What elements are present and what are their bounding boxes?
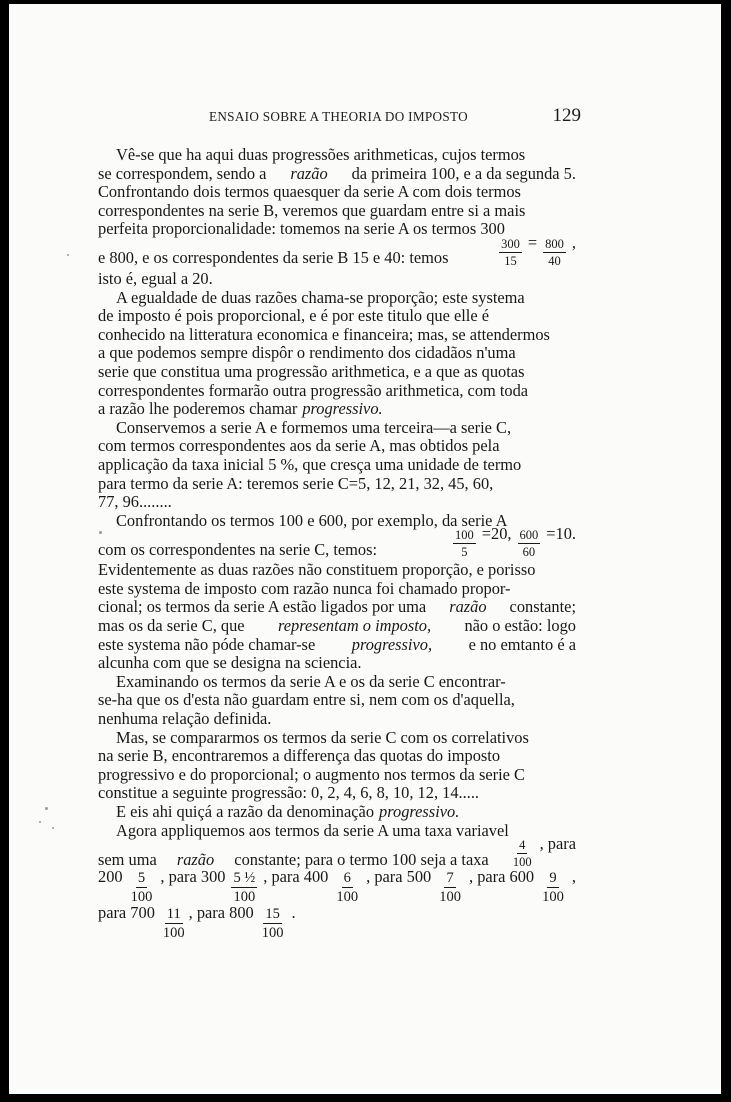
text-line bbox=[98, 636, 576, 655]
fraction: $\frac{7}{100}$ bbox=[439, 870, 461, 906]
rate-term: , para 300 $\frac{\text{5 ½}}{100}$ bbox=[160, 867, 256, 906]
text-line: para termo da serie A: teremos serie C=5, 12, 21, 32, 45, 60, bbox=[98, 473, 494, 493]
text-segment: constante; para o termo 100 seja a taxa bbox=[234, 849, 489, 869]
paragraph bbox=[98, 673, 576, 729]
text-segment: e no emtanto é a bbox=[468, 634, 576, 654]
page-number: 129 bbox=[552, 105, 581, 126]
equals-sign: = bbox=[527, 232, 538, 252]
italic-word: razão bbox=[290, 163, 328, 183]
text-line: serie que constitua uma progressão arithmetica, e a que as quotas bbox=[98, 361, 525, 381]
text-segment: e 800, e os correspondentes da serie B 15 e 40: temos bbox=[98, 248, 449, 268]
text-segment: mas os da serie C, que bbox=[98, 616, 245, 636]
rate-term: , para 400 $\frac{6}{100}$ bbox=[263, 867, 359, 906]
text-line bbox=[98, 617, 576, 636]
fraction: $\frac{\text{5 ½}}{100}$ bbox=[233, 870, 256, 906]
text-line-with-fractions bbox=[98, 867, 576, 907]
text-line bbox=[98, 598, 576, 617]
text-line: Mas, se compararmos os termos da serie C com os correlativos bbox=[116, 727, 529, 747]
text-line: progressivo e do proporcional; o augmento nos termos da serie C bbox=[98, 764, 525, 784]
text-line: Agora appliquemos aos termos da serie A uma taxa variavel bbox=[116, 820, 509, 840]
text-line-with-fractions bbox=[98, 903, 576, 943]
scan-speck bbox=[45, 807, 48, 810]
text-line: constitue a seguinte progressão: 0, 2, 4, 6, 8, 10, 12, 14..... bbox=[98, 783, 480, 803]
text-line: Conservemos a serie A e formemos uma terceira—a serie C, bbox=[116, 417, 512, 437]
paragraph bbox=[98, 289, 576, 419]
fraction: $\frac{100}{5}$ bbox=[455, 528, 474, 560]
text-segment: da primeira 100, e a da segunda 5. bbox=[351, 163, 576, 183]
rate-fraction: $\frac{4}{100}$ , para bbox=[512, 834, 576, 870]
paragraph bbox=[98, 419, 576, 512]
ratio-formula: $\frac{100}{5}$ =20, $\frac{600}{60}$ =10. bbox=[455, 524, 576, 560]
text-line: Evidentemente as duas razões não constituem proporção, e porisso bbox=[98, 560, 536, 580]
fraction: $\frac{4}{100}$ bbox=[512, 838, 532, 870]
text-line: se-ha que os d'esta não guardam entre si, nem com os d'aquella, bbox=[98, 690, 515, 710]
fraction: $\frac{15}{100}$ bbox=[261, 906, 284, 942]
text-line: de imposto é pois proporcional, e é por este titulo que elle é bbox=[98, 306, 489, 326]
scan-speck bbox=[52, 827, 54, 829]
text-line: Confrontando os termos 100 e 600, por exemplo, da serie A bbox=[116, 510, 508, 530]
text-segment: sem uma bbox=[98, 849, 157, 869]
fraction: $\frac{300}{15}$ bbox=[501, 236, 520, 268]
text-segment: cional; os termos da serie A estão ligados por uma bbox=[98, 597, 427, 617]
text-line: perfeita proporcionalidade: tomemos na serie A os termos 300 bbox=[98, 219, 505, 239]
rate-term: , para 800 $\frac{15}{100}$ . bbox=[188, 903, 296, 942]
text-segment: constante; bbox=[509, 597, 576, 617]
fraction: $\frac{6}{100}$ bbox=[336, 870, 359, 906]
text-line bbox=[98, 400, 576, 419]
text-line: conhecido na litteratura economica e financeira; mas, se attendermos bbox=[98, 324, 550, 344]
italic-word: progressivo. bbox=[302, 399, 383, 419]
rate-term: para 700 $\frac{11}{100}$ bbox=[98, 903, 185, 942]
text-segment: não o estão: logo bbox=[464, 616, 576, 636]
text-segment: se correspondem, sendo a bbox=[98, 163, 267, 183]
paragraph bbox=[98, 803, 576, 822]
paragraph bbox=[98, 729, 576, 803]
text-line: correspondentes formarão outra progressão arithmetica, com toda bbox=[98, 380, 529, 400]
text-line: na serie B, encontraremos a differença das quotas do imposto bbox=[98, 746, 501, 766]
body-text bbox=[98, 146, 576, 943]
text-line-with-fractions bbox=[98, 232, 576, 270]
text-segment: com os correspondentes na serie C, temos: bbox=[98, 539, 378, 559]
scan-speck bbox=[99, 531, 102, 534]
text-line: Confrontando dois termos quaesquer da serie A com dois termos bbox=[98, 182, 521, 202]
rate-term: , para 500 $\frac{7}{100}$ bbox=[366, 867, 461, 906]
running-title: ENSAIO SOBRE A THEORIA DO IMPOSTO bbox=[209, 109, 468, 124]
italic-word: progressivo. bbox=[379, 802, 460, 821]
text-line: A egualdade de duas razões chama-se proporção; este systema bbox=[116, 287, 525, 307]
fraction: $\frac{800}{40}$ bbox=[545, 236, 564, 268]
text-line: alcunha com que se designa na sciencia. bbox=[98, 653, 362, 673]
rate-term: 200 $\frac{5}{100}$ bbox=[98, 867, 153, 906]
text-line: 77, 96........ bbox=[98, 492, 172, 512]
text-segment: este systema não póde chamar-se bbox=[98, 634, 316, 654]
text-line: isto é, egual a 20. bbox=[98, 268, 213, 288]
text-line: Examinando os termos da serie A e os da serie C encontrar- bbox=[116, 671, 506, 691]
text-line-with-fractions bbox=[98, 524, 576, 561]
fraction: $\frac{9}{100}$ bbox=[542, 870, 564, 906]
text-line: applicação da taxa inicial 5 %, que cresça uma unidade de termo bbox=[98, 454, 522, 474]
text-line: este systema de imposto com razão nunca foi chamado propor- bbox=[98, 578, 511, 598]
page-header bbox=[109, 106, 581, 128]
text-line: a que podemos sempre dispôr o rendimento dos cidadãos n'uma bbox=[98, 343, 516, 363]
paragraph bbox=[98, 146, 576, 289]
italic-word: razão bbox=[176, 849, 215, 869]
text-line: nenhuma relação definida. bbox=[98, 709, 272, 729]
paragraph bbox=[98, 512, 576, 673]
fraction: $\frac{5}{100}$ bbox=[130, 870, 153, 906]
text-segment: a razão lhe poderemos chamar bbox=[98, 399, 298, 419]
fraction: $\frac{600}{60}$ bbox=[519, 528, 539, 560]
fraction: $\frac{11}{100}$ bbox=[162, 906, 185, 942]
rate-term: , para 600 $\frac{9}{100}$ , bbox=[469, 867, 576, 906]
text-line bbox=[98, 165, 576, 184]
text-line: correspondentes na serie B, veremos que guardam entre si a mais bbox=[98, 200, 526, 220]
text-line: Vê-se que ha aqui duas progressões arithmeticas, cujos termos bbox=[116, 145, 526, 164]
text-segment: E eis ahi quiçá a razão da denominação bbox=[116, 802, 375, 821]
proportion-formula: $\frac{300}{15}$ = $\frac{800}{40}$ , bbox=[501, 232, 576, 268]
scan-speck bbox=[39, 821, 41, 823]
text-line: com termos correspondentes aos da serie A, mas obtidos pela bbox=[98, 436, 500, 456]
italic-word: razão bbox=[449, 597, 487, 617]
scan-speck bbox=[67, 254, 69, 256]
paragraph bbox=[98, 822, 576, 944]
italic-phrase: representam o imposto, bbox=[277, 616, 432, 636]
italic-word: progressivo, bbox=[351, 634, 433, 654]
scanned-page bbox=[9, 4, 721, 1094]
text-line bbox=[98, 803, 576, 822]
